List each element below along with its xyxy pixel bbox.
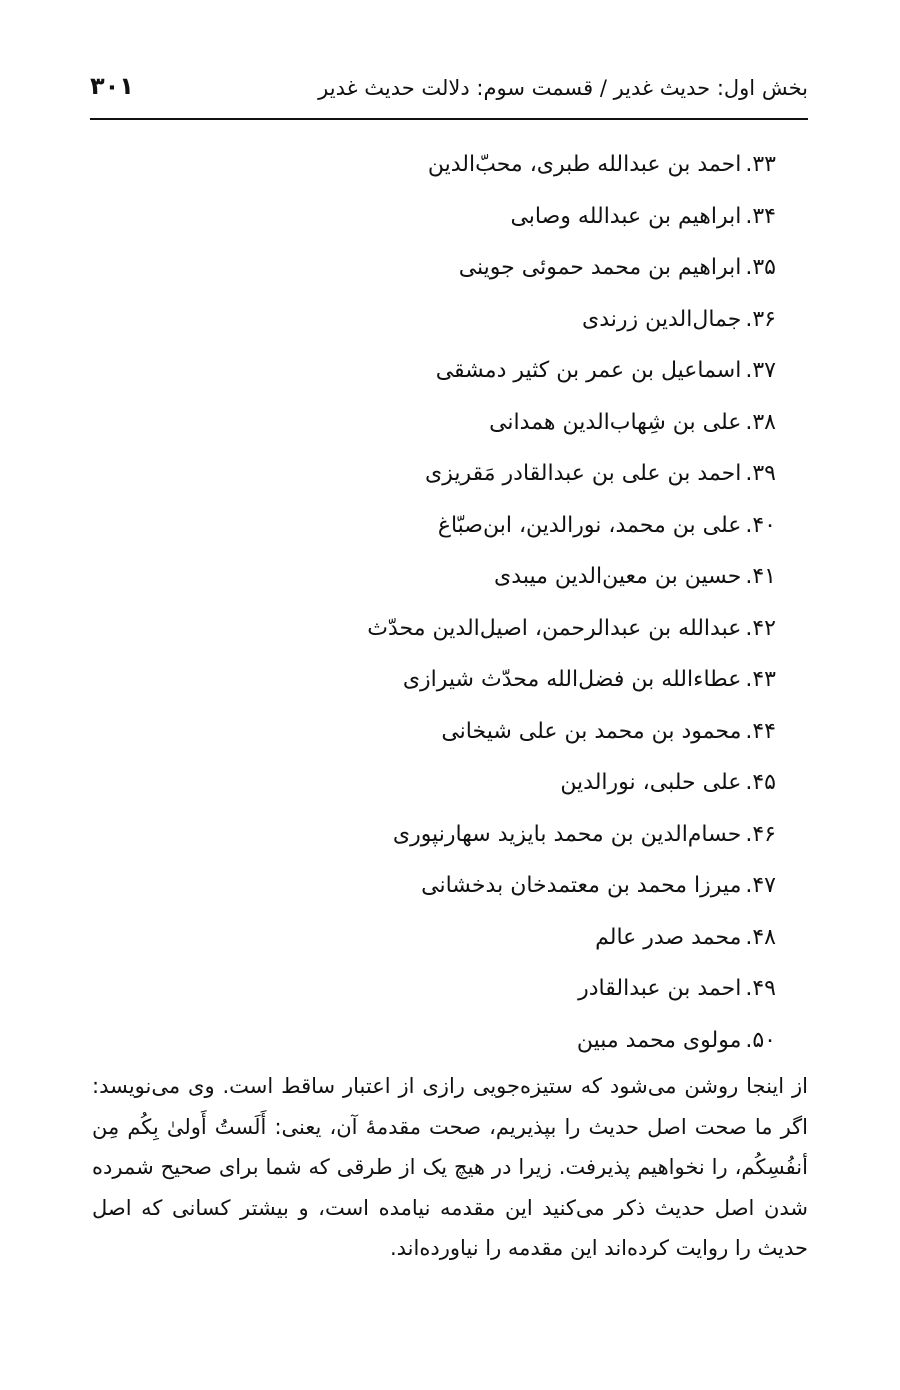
list-item (176, 757, 776, 809)
list-item-text: علی بن شِهاب‌الدین همدانی (489, 409, 742, 435)
list-item (176, 654, 776, 706)
list-item (176, 242, 776, 294)
list-item-text: ابراهیم بن محمد حموئی جوینی (458, 255, 742, 280)
narrator-list (176, 139, 776, 1066)
list-item (176, 345, 776, 397)
list-item-number: ۳۶. (745, 306, 776, 332)
page-header (90, 70, 808, 114)
list-item (176, 1015, 776, 1067)
list-item (176, 809, 776, 861)
list-item-text: محمود بن محمد بن علی شیخانی (441, 718, 742, 744)
list-item-number: ۳۵. (745, 255, 776, 280)
list-item-number: ۴۷. (745, 873, 776, 898)
list-item-number: ۴۶. (745, 821, 776, 847)
list-item (176, 603, 776, 655)
list-item-number: ۴۹. (745, 976, 776, 1001)
list-item (176, 191, 776, 243)
list-item-text: جمال‌الدین زرندی (581, 306, 742, 332)
list-item-number: ۳۷. (745, 358, 776, 383)
list-item-text: علی حلبی، نورالدین (560, 770, 742, 795)
list-item-number: ۴۱. (745, 564, 776, 589)
list-item (176, 912, 776, 964)
list-item-text: حسین بن معین‌الدین میبدی (494, 564, 742, 589)
list-item-text: عطاءالله بن فضل‌الله محدّث شیرازی (402, 667, 742, 692)
list-item (176, 448, 776, 500)
list-item-text: حسام‌الدین بن محمد بایزید سهارنپوری (392, 821, 742, 847)
list-item-number: ۴۰. (745, 512, 776, 538)
list-item-number: ۳۳. (745, 152, 776, 177)
list-item (176, 500, 776, 552)
list-item-text: عبدالله بن عبدالرحمن، اصیل‌الدین محدّث (367, 615, 742, 641)
list-item-number: ۴۲. (745, 615, 776, 641)
list-item-text: احمد بن عبدالله طبری، محبّ‌الدین (427, 152, 742, 177)
running-header-title: بخش اول: حدیث غدیر / قسمت سوم: دلالت حدیث غدیر (318, 76, 808, 100)
list-item-number: ۴۸. (745, 924, 776, 950)
list-item (176, 963, 776, 1015)
list-item-number: ۳۴. (745, 203, 776, 229)
list-item-number: ۴۵. (745, 770, 776, 795)
list-item-text: ابراهیم بن عبدالله وصابی (510, 203, 742, 229)
body-paragraph: از اینجا روشن می‌شود که ستیزه‌جویی رازی از اعتبار ساقط است. وی می‌نویسد: اگر ما صحت اصل حدیث را بپذیریم، صحت مقدمهٔ آن، یعنی: أَلَستُ أَولیٰ بِکُم مِن أنفُسِکُم، را نخواهیم پذیرفت. زیرا در هیچ یک از طرقی که شما برای صحیح شمرده شدن اصل حدیث ذکر می‌کنید این مقدمه نیامده است، و بیشتر کسانی که اصل حدیث را روایت کرده‌اند این مقدمه را نیاورده‌اند. (92, 1074, 808, 1260)
list-item-number: ۴۳. (745, 667, 776, 692)
list-item-text: مولوی محمد مبین (576, 1027, 742, 1053)
list-item (176, 294, 776, 346)
list-item-number: ۴۴. (745, 718, 776, 744)
list-item (176, 139, 776, 191)
list-item-number: ۳۸. (745, 409, 776, 435)
list-item-number: ۳۹. (745, 461, 776, 486)
list-item-text: احمد بن علی بن عبدالقادر مَقریزی (425, 461, 742, 486)
list-item (176, 397, 776, 449)
list-item-text: اسماعیل بن عمر بن کثیر دمشقی (435, 358, 742, 383)
list-item (176, 551, 776, 603)
list-item (176, 706, 776, 758)
list-item (176, 860, 776, 912)
header-divider (90, 118, 808, 120)
list-item-text: علی بن محمد، نورالدین، ابن‌صبّاغ (437, 512, 742, 538)
list-item-number: ۵۰. (745, 1027, 776, 1053)
list-item-text: میرزا محمد بن معتمدخان بدخشانی (421, 873, 742, 898)
page-number: ۳۰۱ (90, 72, 134, 100)
list-item-text: احمد بن عبدالقادر (578, 976, 742, 1001)
list-item-text: محمد صدر عالم (595, 924, 742, 950)
